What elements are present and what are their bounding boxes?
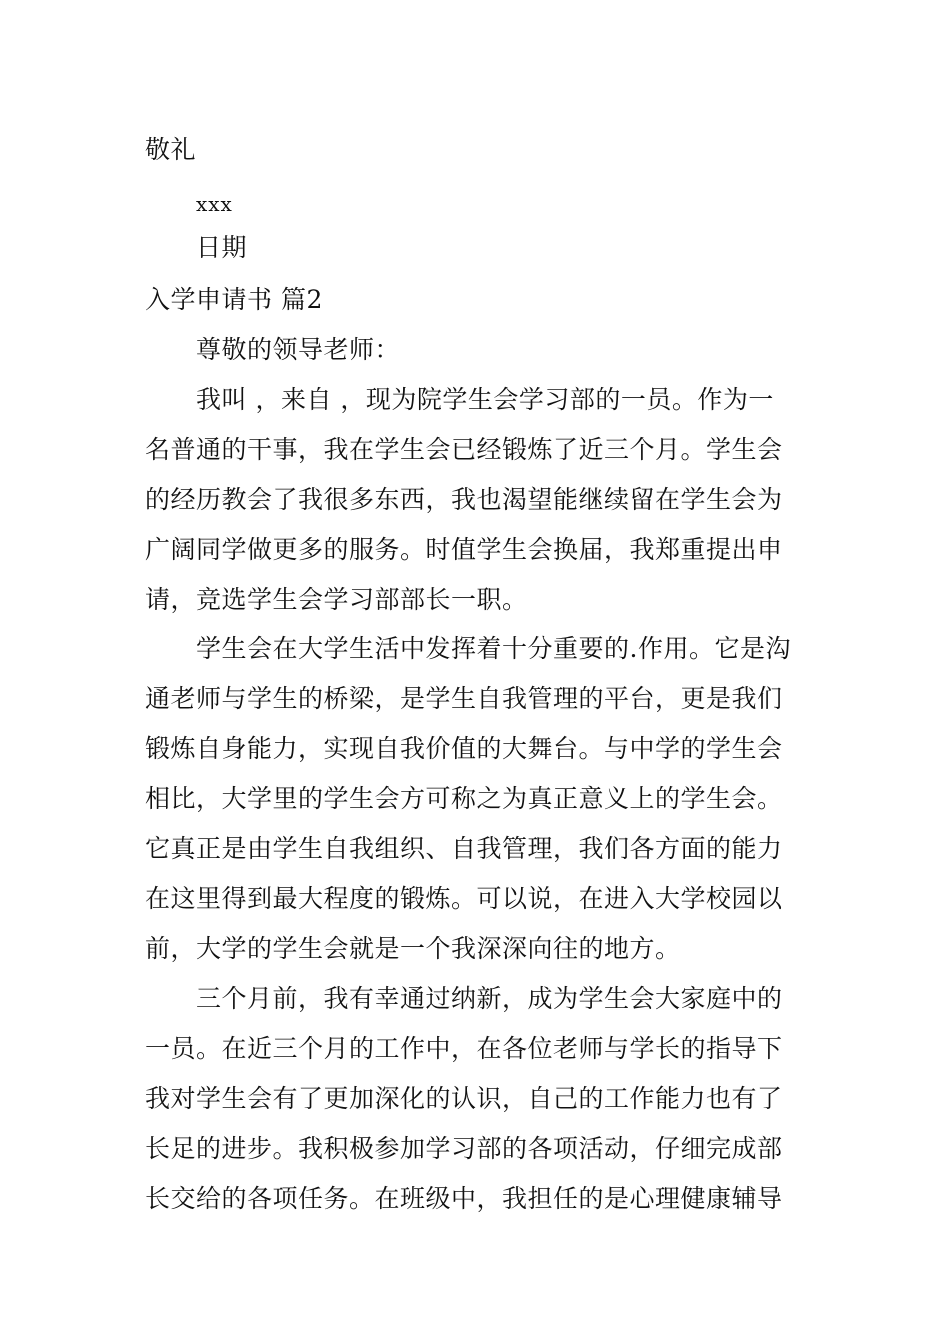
closing-line: 敬礼	[145, 135, 197, 164]
paragraph-line: 我对学生会有了更加深化的认识，自己的工作能力也有了	[145, 1084, 783, 1113]
date-label: 日期	[196, 233, 248, 262]
paragraph-line: 它真正是由学生自我组织、自我管理，我们各方面的能力	[145, 834, 783, 863]
paragraph-line: 学生会在大学生活中发挥着十分重要的.作用。它是沟	[196, 634, 791, 663]
paragraph-line: 广阔同学做更多的服务。时值学生会换届，我郑重提出申	[145, 535, 783, 564]
paragraph-line: 请，竞选学生会学习部部长一职。	[145, 585, 528, 614]
paragraph-line: 长足的进步。我积极参加学习部的各项活动，仔细完成部	[145, 1134, 783, 1163]
paragraph-line: 名普通的干事，我在学生会已经锻炼了近三个月。学生会	[145, 435, 783, 464]
signer-name: xxx	[196, 192, 233, 216]
salutation: 尊敬的领导老师：	[196, 335, 401, 364]
paragraph-line: 锻炼自身能力，实现自我价值的大舞台。与中学的学生会	[145, 734, 783, 763]
paragraph-line: 的经历教会了我很多东西，我也渴望能继续留在学生会为	[145, 485, 783, 514]
paragraph-line: 通老师与学生的桥梁，是学生自我管理的平台，更是我们	[145, 684, 783, 713]
paragraph-line: 我叫 ，来自 ，现为院学生会学习部的一员。作为一	[196, 385, 774, 414]
section-heading: 入学申请书 篇2	[145, 285, 323, 314]
paragraph-line: 前，大学的学生会就是一个我深深向往的地方。	[145, 934, 681, 963]
paragraph-line: 相比，大学里的学生会方可称之为真正意义上的学生会。	[145, 784, 783, 813]
paragraph-line: 在这里得到最大程度的锻炼。可以说，在进入大学校园以	[145, 884, 783, 913]
paragraph-line: 一员。在近三个月的工作中，在各位老师与学长的指导下	[145, 1034, 783, 1063]
paragraph-line: 三个月前，我有幸通过纳新，成为学生会大家庭中的	[196, 984, 783, 1013]
paragraph-line: 长交给的各项任务。在班级中，我担任的是心理健康辅导	[145, 1184, 783, 1213]
